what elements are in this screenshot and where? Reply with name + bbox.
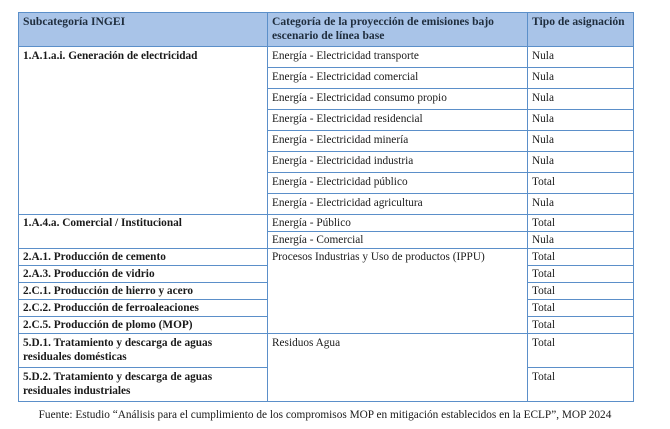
subcategory-cell: 2.A.1. Producción de cemento — [19, 249, 268, 266]
assignment-cell: Total — [528, 368, 634, 402]
assignment-cell: Total — [528, 317, 634, 334]
subcategory-cell: 2.A.3. Producción de vidrio — [19, 266, 268, 283]
assignment-cell: Total — [528, 283, 634, 300]
assignment-cell: Nula — [528, 68, 634, 89]
category-cell: Energía - Electricidad residencial — [268, 110, 528, 131]
table-row — [19, 334, 634, 368]
header-categoria: Categoría de la proyección de emisiones bajo escenario de línea base — [268, 13, 528, 47]
category-cell: Energía - Electricidad industria — [268, 152, 528, 173]
assignment-cell: Nula — [528, 110, 634, 131]
assignment-cell: Total — [528, 173, 634, 194]
subcategory-cell: 2.C.2. Producción de ferroaleaciones — [19, 300, 268, 317]
header-tipo-asignacion: Tipo de asignación — [528, 13, 634, 47]
category-cell: Energía - Comercial — [268, 232, 528, 249]
assignment-cell: Nula — [528, 152, 634, 173]
table-row — [19, 47, 634, 68]
assignment-cell: Total — [528, 300, 634, 317]
category-cell: Procesos Industrias y Uso de productos (IPPU) — [268, 249, 528, 334]
assignment-cell: Nula — [528, 232, 634, 249]
table-header-row — [19, 13, 634, 47]
assignment-cell: Nula — [528, 194, 634, 215]
assignment-cell: Nula — [528, 131, 634, 152]
assignment-cell: Total — [528, 249, 634, 266]
header-subcategoria: Subcategoría INGEI — [19, 13, 268, 47]
category-cell: Residuos Agua — [268, 334, 528, 402]
assignment-cell: Nula — [528, 89, 634, 110]
subcategory-cell: 5.D.1. Tratamiento y descarga de aguas residuales domésticas — [19, 334, 268, 368]
subcategory-cell: 2.C.1. Producción de hierro y acero — [19, 283, 268, 300]
category-cell: Energía - Electricidad público — [268, 173, 528, 194]
assignment-cell: Total — [528, 266, 634, 283]
category-cell: Energía - Electricidad agricultura — [268, 194, 528, 215]
subcategory-cell: 5.D.2. Tratamiento y descarga de aguas residuales industriales — [19, 368, 268, 402]
table-row — [19, 215, 634, 232]
assignment-cell: Nula — [528, 47, 634, 68]
category-cell: Energía - Electricidad comercial — [268, 68, 528, 89]
subcategory-cell: 1.A.1.a.i. Generación de electricidad — [19, 47, 268, 215]
emissions-mapping-table — [18, 12, 634, 402]
category-cell: Energía - Electricidad minería — [268, 131, 528, 152]
subcategory-cell: 1.A.4.a. Comercial / Institucional — [19, 215, 268, 249]
category-cell: Energía - Electricidad transporte — [268, 47, 528, 68]
document-body — [18, 12, 633, 422]
table-source-caption: Fuente: Estudio “Análisis para el cumplimiento de los compromisos MOP en mitigación establecidos en la ECLP”, MOP 2024 — [38, 409, 612, 421]
category-cell: Energía - Público — [268, 215, 528, 232]
assignment-cell: Total — [528, 334, 634, 368]
assignment-cell: Total — [528, 215, 634, 232]
category-cell: Energía - Electricidad consumo propio — [268, 89, 528, 110]
subcategory-cell: 2.C.5. Producción de plomo (MOP) — [19, 317, 268, 334]
table-row — [19, 249, 634, 266]
